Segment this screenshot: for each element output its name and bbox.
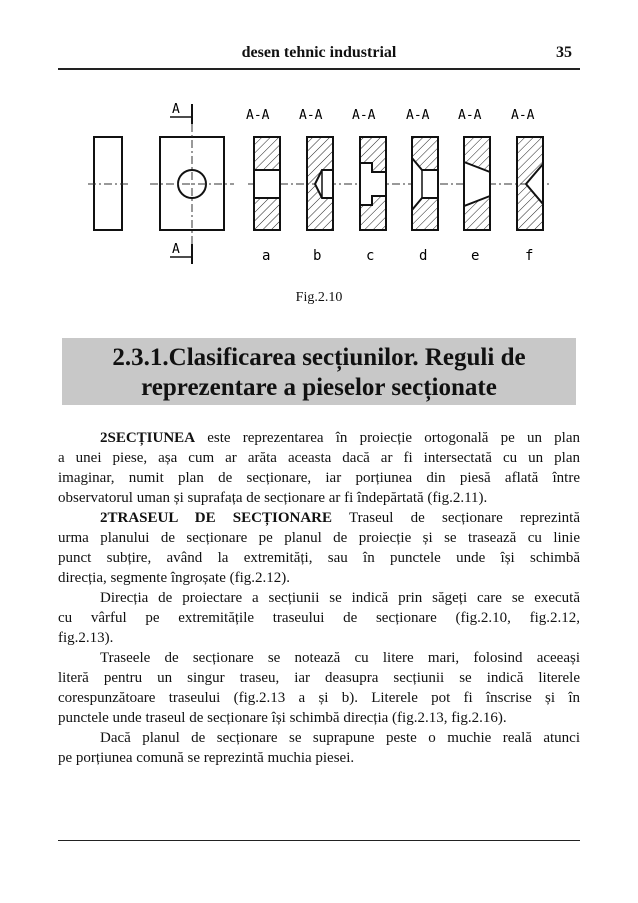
view-label-e: A-A	[458, 108, 482, 123]
paragraph-line: Dacă planul de secționare se suprapune peste o muchie reală atunci	[100, 730, 580, 746]
paragraph-line: Traseele de secționare se notează cu litere mari, folosind aceeași	[100, 650, 580, 666]
view-label-d: A-A	[406, 108, 430, 123]
paragraph-line: a unei piese, așa cum ar arăta aceasta dacă ar fi intersectată cu un plan	[58, 450, 580, 466]
paragraph-line: fig.2.13).	[58, 630, 114, 646]
letter-f: f	[525, 248, 534, 264]
paragraph-line: imaginar, numit plan de secționare, iar porțiunea din piesă aflată între	[58, 470, 580, 486]
letter-d: d	[419, 248, 428, 264]
letter-e: e	[471, 248, 480, 264]
term-sectiunea: 2SECȚIUNEA	[100, 430, 196, 446]
letter-b: b	[313, 248, 322, 264]
section-c	[360, 137, 386, 230]
paragraph-line: direcția, segmente îngroșate (fig.2.12).	[58, 570, 291, 586]
paragraph-line: punctele unde traseul de secționare își schimbă direcția (fig.2.13, fig.2.16).	[58, 710, 507, 726]
letter-c: c	[366, 248, 375, 264]
figure-caption: Fig.2.10	[295, 290, 343, 305]
section-a	[254, 137, 280, 230]
section-heading-line-1: 2.3.1.Clasificarea secțiunilor. Reguli de	[112, 344, 526, 371]
paragraph-line: cu vârful pe extremitățile traseului de secționare (fig.2.10, fig.2.12,	[58, 610, 580, 626]
paragraph-line	[58, 508, 580, 528]
section-mark-top: A	[172, 102, 180, 117]
section-heading-line-2: reprezentare a pieselor secționate	[141, 374, 497, 401]
section-mark-bottom: A	[172, 242, 180, 257]
text-span: este reprezentarea în proiecție ortogonală pe un plan	[207, 430, 580, 446]
section-d	[412, 137, 438, 230]
view-label-a: A-A	[246, 108, 270, 123]
letter-a: a	[262, 248, 271, 264]
term-traseul: 2TRASEUL DE SECȚIONARE	[100, 510, 332, 526]
paragraph-line	[58, 428, 580, 448]
paragraph-line: observatorul uman și suprafața de secționare ar fi îndepărtată (fig.2.11).	[58, 490, 488, 506]
paragraph-traseul	[58, 508, 580, 588]
section-e	[464, 137, 490, 230]
paragraph-line: punct subțire, având la extremități, sau în punctele unde își schimbă	[58, 550, 580, 566]
footer-rule	[58, 840, 580, 841]
text-span: Traseul de secționare reprezintă	[348, 510, 580, 526]
paragraph-directia	[58, 588, 580, 648]
running-header-title: desen tehnic industrial	[241, 44, 397, 61]
page-number: 35	[556, 44, 572, 61]
section-f	[517, 137, 543, 230]
paragraph-line: pe porțiunea comună se reprezintă muchia piesei.	[58, 750, 355, 766]
paragraph-line: literă pentru un singur traseu, iar deasupra secțiunii se indică literele	[58, 670, 580, 686]
view-label-f: A-A	[511, 108, 535, 123]
section-b	[307, 137, 333, 230]
view-label-c: A-A	[352, 108, 376, 123]
paragraph-line: urma planului de secționare pe planul de proiecție și se trasează cu linie	[58, 530, 580, 546]
paragraph-line: corespunzătoare traseului (fig.2.13 a și b). Literele pot fi înscrise și în	[58, 690, 580, 706]
section-heading-box	[62, 338, 576, 405]
paragraph-muchie	[58, 728, 580, 768]
view-label-b: A-A	[299, 108, 323, 123]
paragraph-line: Direcția de proiectare a secțiunii se indică prin săgeți care se execută	[100, 590, 580, 606]
figure-2-10	[0, 0, 638, 290]
paragraph-traseele	[58, 648, 580, 728]
paragraph-sectiunea	[58, 428, 580, 508]
